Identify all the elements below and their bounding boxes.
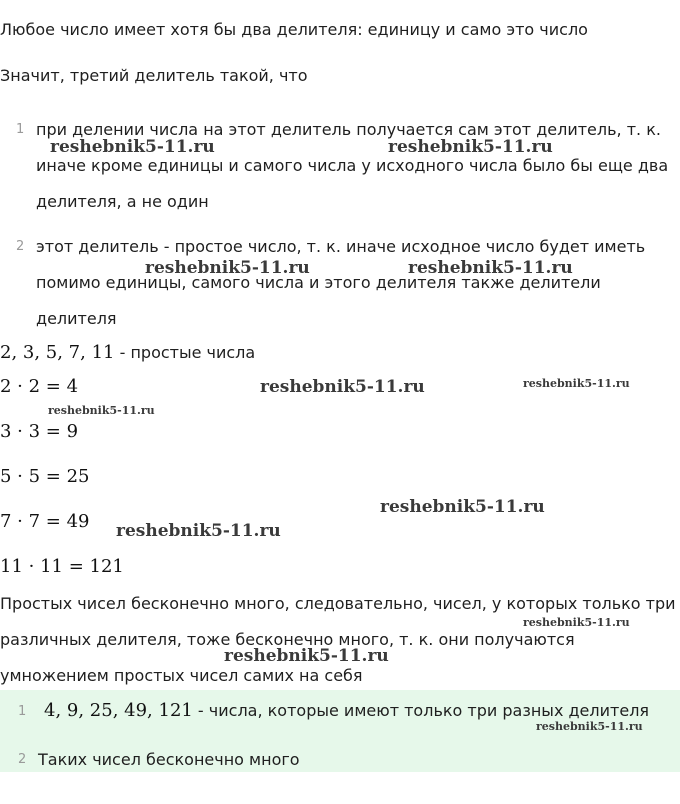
answer-item-2: Таких чисел бесконечно много <box>38 750 300 769</box>
equation: 5 · 5 = 25 <box>0 466 90 487</box>
answer-number: 1 <box>18 704 27 719</box>
list-number: 1 <box>16 122 25 137</box>
list-item-1-line-1: при делении числа на этот делитель получается сам этот делитель, т. к. <box>36 120 661 139</box>
primes-math: 2, 3, 5, 7, 11 <box>0 342 115 363</box>
watermark: reshebnik5-11.ru <box>388 137 553 157</box>
watermark: reshebnik5-11.ru <box>380 497 545 517</box>
list-item-1-line-3: делителя, а не один <box>36 192 209 211</box>
list-item-2-line-2: помимо единицы, самого числа и этого делителя также делители <box>36 273 601 292</box>
answer-math: 4, 9, 25, 49, 121 <box>44 700 193 721</box>
intro-line-1: Любое число имеет хотя бы два делителя: единицу и само это число <box>0 20 588 39</box>
conclusion-line-3: умножением простых чисел самих на себя <box>0 666 363 685</box>
watermark: reshebnik5-11.ru <box>260 377 425 397</box>
equation: 11 · 11 = 121 <box>0 556 124 577</box>
answer-text: - числа, которые имеют только три разных делителя <box>192 701 650 720</box>
intro-line-2: Значит, третий делитель такой, что <box>0 66 308 85</box>
answer-number: 2 <box>18 752 27 767</box>
conclusion-line-1: Простых чисел бесконечно много, следовательно, чисел, у которых только три <box>0 594 676 613</box>
list-item-1-line-2: иначе кроме единицы и самого числа у исходного числа было бы еще два <box>36 156 669 175</box>
primes-text: - простые числа <box>114 343 256 362</box>
list-item-2-line-1: этот делитель - простое число, т. к. иначе исходное число будет иметь <box>36 237 646 256</box>
watermark: reshebnik5-11.ru <box>116 521 281 541</box>
watermark: reshebnik5-11.ru <box>536 720 643 733</box>
answer-item-1 <box>44 700 649 721</box>
list-item-2-line-3: делителя <box>36 309 117 328</box>
watermark: reshebnik5-11.ru <box>224 646 389 666</box>
watermark: reshebnik5-11.ru <box>50 137 215 157</box>
list-number: 2 <box>16 239 25 254</box>
equation: 3 · 3 = 9 <box>0 421 79 442</box>
watermark: reshebnik5-11.ru <box>145 258 310 278</box>
primes-line <box>0 342 255 363</box>
watermark: reshebnik5-11.ru <box>523 616 630 629</box>
equation: 2 · 2 = 4 <box>0 376 79 397</box>
watermark: reshebnik5-11.ru <box>48 404 155 417</box>
equation: 7 · 7 = 49 <box>0 511 90 532</box>
watermark: reshebnik5-11.ru <box>408 258 573 278</box>
conclusion-line-2: различных делителя, тоже бесконечно много, т. к. они получаются <box>0 630 575 649</box>
watermark: reshebnik5-11.ru <box>523 377 630 390</box>
